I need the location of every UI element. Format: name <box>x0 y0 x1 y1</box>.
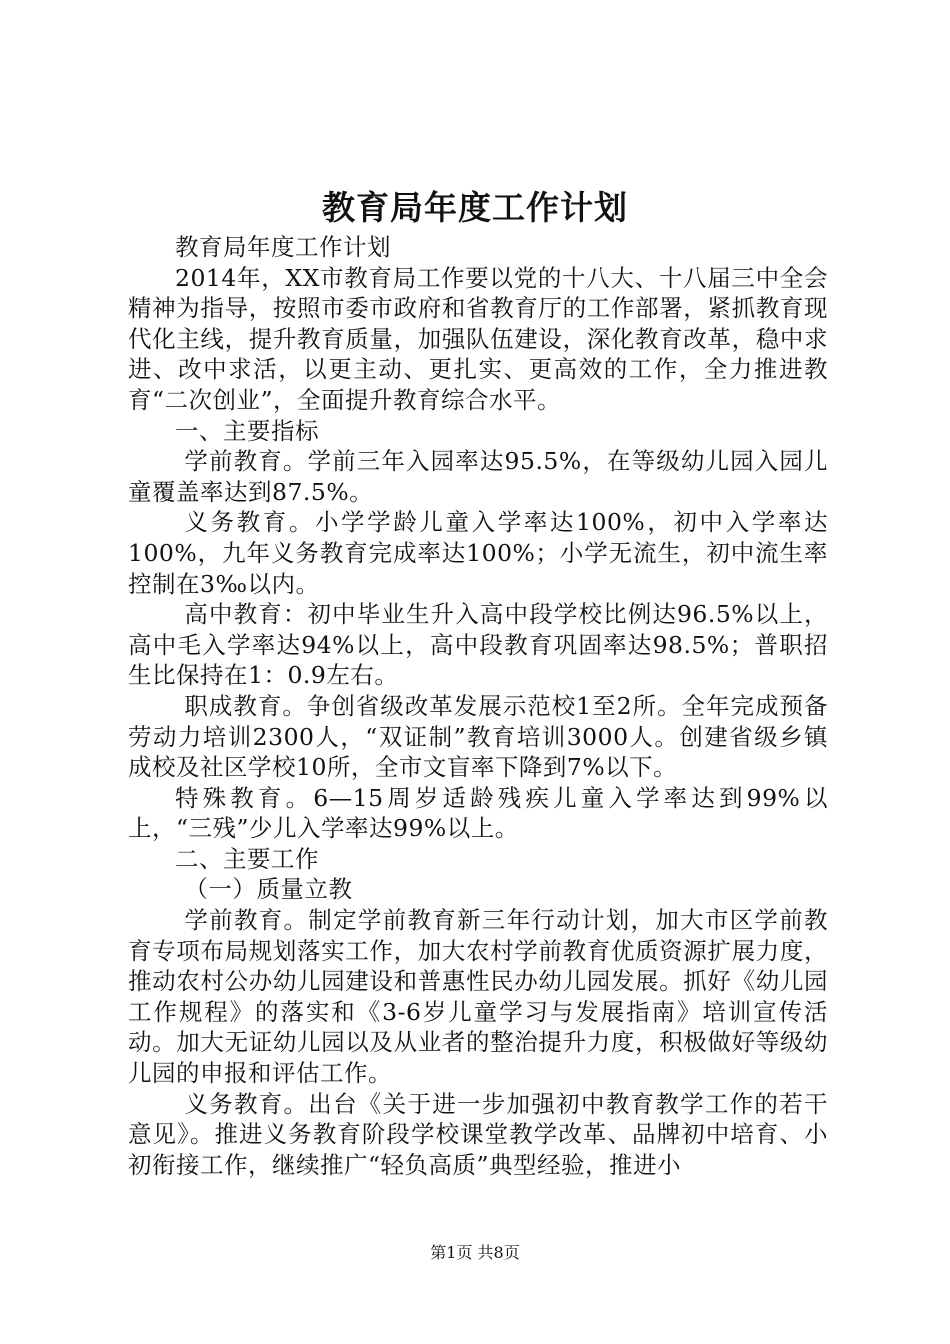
document-body <box>128 232 828 1180</box>
subsection-heading-quality: （一）质量立教 <box>184 875 353 904</box>
document-title: 教育局年度工作计划 <box>322 188 628 227</box>
paragraph-special-indicator: 特殊教育。6—15周岁适龄残疾儿童入学率达到99%以上，“三残”少儿入学率达99%以上。 <box>128 783 828 843</box>
paragraph-preschool-work: 学前教育。制定学前教育新三年行动计划，加大市区学前教育专项布局规划落实工作，加大农村学前教育优质资源扩展力度，推动农村公办幼儿园建设和普惠性民办幼儿园发展。抓好《幼儿园工作规程》的落实和《3-6岁儿童学习与发展指南》培训宣传活动。加大无证幼儿园以及从业者的整治提升力度，积极做好等级幼儿园的申报和评估工作。 <box>128 906 828 1088</box>
section-heading-main-work: 二、主要工作 <box>175 844 319 873</box>
paragraph-subtitle: 教育局年度工作计划 <box>175 233 391 261</box>
paragraph-compulsory-work: 义务教育。出台《关于进一步加强初中教育教学工作的若干意见》。推进义务教育阶段学校课堂教学改革、品牌初中培育、小初衔接工作，继续推广“轻负高质”典型经验，推进小 <box>128 1089 828 1179</box>
paragraph-intro: 2014年，XX市教育局工作要以党的十八大、十八届三中全会精神为指导，按照市委市政府和省教育厅的工作部署，紧抓教育现代化主线，提升教育质量，加强队伍建设，深化教育改革，稳中求进、改中求活，以更主动、更扎实、更高效的工作，全力推进教育“二次创业”，全面提升教育综合水平。 <box>128 263 828 414</box>
section-heading-main-indicators: 一、主要指标 <box>175 416 319 445</box>
page-footer: 第1页 共8页 <box>430 1243 520 1262</box>
paragraph-compulsory-indicator: 义务教育。小学学龄儿童入学率达100%，初中入学率达100%，九年义务教育完成率达100%；小学无流生，初中流生率控制在3‰以内。 <box>128 508 828 598</box>
paragraph-highschool-indicator: 高中教育：初中毕业生升入高中段学校比例达96.5%以上，高中毛入学率达94%以上，高中段教育巩固率达98.5%；普职招生比保持在1：0.9左右。 <box>128 600 828 690</box>
paragraph-preschool-indicator: 学前教育。学前三年入园率达95.5%，在等级幼儿园入园儿童覆盖率达到87.5%。 <box>128 447 828 506</box>
paragraph-vocational-indicator: 职成教育。争创省级改革发展示范校1至2所。全年完成预备劳动力培训2300人，“双证制”教育培训3000人。创建省级乡镇成校及社区学校10所，全市文盲率下降到7%以下。 <box>128 691 828 782</box>
